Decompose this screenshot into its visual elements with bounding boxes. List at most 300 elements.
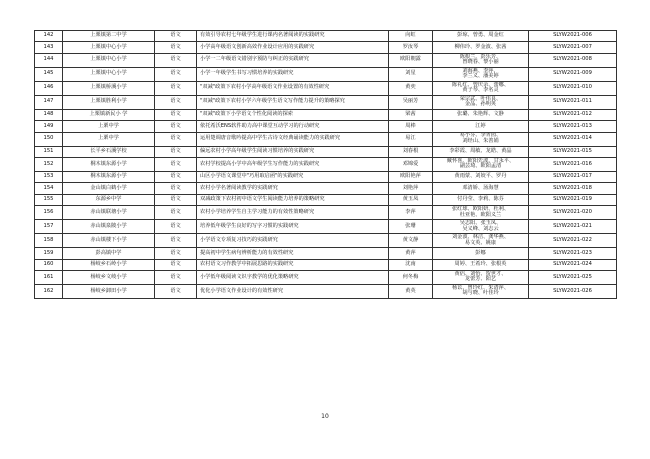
row-number-text: 159 xyxy=(43,249,54,256)
leader-cell xyxy=(389,259,433,270)
school-text: 上栗镇中心小学 xyxy=(90,70,127,77)
school-text: 上栗镇中心小学 xyxy=(90,56,127,63)
subject-text: 语文 xyxy=(170,111,181,118)
subject-cell xyxy=(155,183,197,194)
members-cell xyxy=(433,270,529,284)
project-code-cell xyxy=(529,81,617,95)
project-code-text: SLYW2021-023 xyxy=(553,249,592,256)
project-title-cell xyxy=(197,234,389,248)
row-number-text: 161 xyxy=(43,273,54,280)
school-cell xyxy=(63,42,155,53)
members-cell xyxy=(433,121,529,132)
leader-cell xyxy=(389,194,433,205)
school-cell xyxy=(63,81,155,95)
subject-text: 语文 xyxy=(170,70,181,77)
table-row xyxy=(35,248,617,259)
leader-text: 周棒 xyxy=(405,122,416,129)
members-text: 张红球、欧阳妍、杜利、 杜亚艳、欧阳义兰 xyxy=(451,206,510,218)
school-text: 上栗镇第二中学 xyxy=(90,32,127,39)
table-row xyxy=(35,284,617,298)
row-number-text: 145 xyxy=(43,70,54,77)
project-title-text: "双减"政策下农村小学高年级语文作业设置的有效性研究 xyxy=(200,84,330,91)
school-cell xyxy=(63,67,155,81)
project-code-text: SLYW2021-020 xyxy=(553,208,592,215)
school-text: 赤山镇联塘小学 xyxy=(90,208,127,215)
leader-text: 沈南 xyxy=(405,260,416,267)
project-title-text: "双减"政策下农村小学六年级学生语文写作能力提升的策略探究 xyxy=(200,98,345,105)
subject-text: 语文 xyxy=(170,208,181,215)
row-number-text: 157 xyxy=(43,222,54,229)
members-text: 柳伟玲、罗金波、张茜 xyxy=(454,43,507,50)
school-text: 杨岐乡卸田小学 xyxy=(90,287,127,294)
school-cell xyxy=(63,183,155,194)
table-row xyxy=(35,171,617,182)
row-number-text: 160 xyxy=(43,260,54,267)
table-row xyxy=(35,146,617,157)
row-number-cell xyxy=(35,67,63,81)
subject-cell xyxy=(155,42,197,53)
table-row xyxy=(35,53,617,67)
school-text: 上栗镇桥溪小学 xyxy=(90,84,127,91)
members-text: 吴志阳、张玉凤、 吴义峰、刘志云 xyxy=(459,220,502,232)
school-cell xyxy=(63,109,155,120)
school-text: 彭高镇中学 xyxy=(95,249,122,256)
leader-cell xyxy=(389,81,433,95)
subject-text: 语文 xyxy=(170,135,181,142)
members-text: 戴怀喜、欧阳先波、甘永平、 副芸琦、欧阳孟清 xyxy=(446,157,515,170)
leader-text: 黄英 xyxy=(405,287,416,294)
subject-text: 语文 xyxy=(170,43,181,50)
school-cell xyxy=(63,234,155,248)
project-title-cell xyxy=(197,121,389,132)
members-text: 付丹莹、李莉、陈芬 xyxy=(457,196,504,203)
subject-text: 语文 xyxy=(170,160,181,167)
subject-cell xyxy=(155,31,197,42)
subject-cell xyxy=(155,109,197,120)
members-cell xyxy=(433,109,529,120)
table-row xyxy=(35,270,617,284)
row-number-cell xyxy=(35,132,63,146)
table-row xyxy=(35,121,617,132)
row-number-cell xyxy=(35,194,63,205)
school-text: 桐木镇东源小学 xyxy=(90,160,127,167)
leader-text: 刘艳萍 xyxy=(402,184,419,191)
members-text: 陈根兰、彭乐芳、 曾晓春、黎小丽 xyxy=(459,53,502,66)
project-title-text: 农村小学培养学生自主学习能力的有效性策略研究 xyxy=(200,208,315,215)
members-text: 彭娜 xyxy=(475,249,486,256)
project-title-cell xyxy=(197,31,389,42)
subject-cell xyxy=(155,206,197,220)
project-title-cell xyxy=(197,95,389,109)
leader-cell xyxy=(389,171,433,182)
school-cell xyxy=(63,146,155,157)
table-row xyxy=(35,157,617,171)
project-code-cell xyxy=(529,234,617,248)
members-cell xyxy=(433,81,529,95)
project-code-cell xyxy=(529,183,617,194)
members-text: 江婷 xyxy=(475,122,486,129)
row-number-text: 162 xyxy=(43,287,54,294)
subject-text: 语文 xyxy=(170,56,181,63)
project-title-text: 优化小学语文作业设计的有效性研究 xyxy=(200,287,284,294)
leader-text: 何冬梅 xyxy=(402,273,419,280)
project-title-text: 双减政策下农村初中语文学生阅读能力培养的策略研究 xyxy=(200,196,325,203)
leader-text: 张珊 xyxy=(405,222,416,229)
project-code-text: SLYW2021-011 xyxy=(553,98,592,105)
members-cell xyxy=(433,206,529,220)
row-number-text: 146 xyxy=(43,84,54,91)
project-title-text: 农村小学名著阅读教学的实践研究 xyxy=(200,184,278,191)
members-text: 易小芬、李菁园、 刘经山、朱善娟 xyxy=(459,132,502,145)
project-code-cell xyxy=(529,171,617,182)
members-text: 刘金波、林洁、龚华燕、 易文英、姚康 xyxy=(451,234,510,246)
members-text: 邓清娇、汤海慧 xyxy=(462,184,499,191)
project-code-cell xyxy=(529,157,617,171)
project-table xyxy=(34,30,617,299)
row-number-text: 148 xyxy=(43,111,54,118)
members-cell xyxy=(433,220,529,234)
table-row xyxy=(35,194,617,205)
project-code-text: SLYW2021-022 xyxy=(553,236,592,243)
subject-cell xyxy=(155,171,197,182)
project-table-container xyxy=(34,30,616,299)
table-body xyxy=(35,31,617,299)
members-text: 刘海燕、李萍、 李兰义、潘美婷 xyxy=(462,67,499,80)
table-row xyxy=(35,259,617,270)
leader-cell xyxy=(389,248,433,259)
subject-cell xyxy=(155,146,197,157)
subject-cell xyxy=(155,248,197,259)
school-text: 上栗中学 xyxy=(98,135,119,142)
school-text: 桐木镇东源小学 xyxy=(90,173,127,180)
row-number-text: 150 xyxy=(43,135,54,142)
leader-text: 欧阳朝露 xyxy=(400,56,421,63)
subject-cell xyxy=(155,234,197,248)
project-title-text: "双减"政策下小学语文个性化阅读的探索 xyxy=(200,111,293,118)
project-title-cell xyxy=(197,270,389,284)
row-number-text: 153 xyxy=(43,173,54,180)
members-cell xyxy=(433,284,529,298)
leader-text: 黄萍 xyxy=(405,249,416,256)
subject-cell xyxy=(155,259,197,270)
project-code-text: SLYW2021-019 xyxy=(553,196,592,203)
project-title-text: 培养低年级学生良好的写字习惯的实践研究 xyxy=(200,222,299,229)
leader-cell xyxy=(389,270,433,284)
row-number-cell xyxy=(35,171,63,182)
project-code-cell xyxy=(529,206,617,220)
school-cell xyxy=(63,206,155,220)
project-code-cell xyxy=(529,121,617,132)
project-code-text: SLYW2021-013 xyxy=(553,122,592,129)
project-title-cell xyxy=(197,220,389,234)
leader-text: 向虹 xyxy=(405,32,416,39)
row-number-cell xyxy=(35,234,63,248)
project-title-cell xyxy=(197,284,389,298)
project-title-cell xyxy=(197,194,389,205)
project-code-cell xyxy=(529,95,617,109)
subject-text: 语文 xyxy=(170,196,181,203)
leader-cell xyxy=(389,220,433,234)
project-title-cell xyxy=(197,259,389,270)
subject-text: 语文 xyxy=(170,249,181,256)
table-row xyxy=(35,95,617,109)
row-number-cell xyxy=(35,183,63,194)
project-code-text: SLYW2021-009 xyxy=(553,70,592,77)
project-code-cell xyxy=(529,259,617,270)
subject-cell xyxy=(155,220,197,234)
members-cell xyxy=(433,132,529,146)
project-title-text: 有效引导农村七年级学生进行课内名著阅读的实践研究 xyxy=(200,32,325,39)
members-cell xyxy=(433,248,529,259)
project-code-cell xyxy=(529,194,617,205)
leader-cell xyxy=(389,146,433,157)
subject-text: 语文 xyxy=(170,236,181,243)
school-text: 金山镇白鹤小学 xyxy=(90,184,127,191)
row-number-cell xyxy=(35,220,63,234)
row-number-text: 154 xyxy=(43,184,54,191)
table-row xyxy=(35,109,617,120)
project-title-text: 小学语文专项复习技巧的实践研究 xyxy=(200,236,278,243)
school-cell xyxy=(63,220,155,234)
leader-cell xyxy=(389,31,433,42)
school-cell xyxy=(63,132,155,146)
row-number-cell xyxy=(35,157,63,171)
project-title-cell xyxy=(197,248,389,259)
leader-cell xyxy=(389,132,433,146)
members-cell xyxy=(433,53,529,67)
school-cell xyxy=(63,53,155,67)
leader-text: 邓锦爱 xyxy=(402,160,419,167)
project-title-text: 依托希沃ENS软件助力高中课堂互动学习的行动研究 xyxy=(200,122,320,129)
project-code-text: SLYW2021-012 xyxy=(553,111,592,118)
project-code-text: SLYW2021-024 xyxy=(553,260,592,267)
leader-cell xyxy=(389,95,433,109)
table-row xyxy=(35,81,617,95)
project-title-text: 小学一年级学生书写习惯培养的实践研究 xyxy=(200,70,294,77)
project-title-text: 小学一二年级语文错别字预防与纠正的实践研究 xyxy=(200,56,309,63)
project-code-text: SLYW2021-026 xyxy=(553,287,592,294)
project-title-text: 运用楚调唐音歌吟提高中学生古诗文经典诵读能力的实践研究 xyxy=(200,135,341,142)
project-title-cell xyxy=(197,132,389,146)
project-title-cell xyxy=(197,53,389,67)
row-number-text: 158 xyxy=(43,236,54,243)
members-cell xyxy=(433,157,529,171)
members-cell xyxy=(433,42,529,53)
project-code-cell xyxy=(529,67,617,81)
leader-text: 梁茜 xyxy=(405,111,416,118)
subject-text: 语文 xyxy=(170,184,181,191)
table-row xyxy=(35,234,617,248)
leader-text: 吴丽芳 xyxy=(402,98,419,105)
table-row xyxy=(35,42,617,53)
subject-cell xyxy=(155,95,197,109)
project-code-text: SLYW2021-018 xyxy=(553,184,592,191)
subject-cell xyxy=(155,132,197,146)
row-number-cell xyxy=(35,270,63,284)
row-number-cell xyxy=(35,42,63,53)
members-cell xyxy=(433,67,529,81)
leader-cell xyxy=(389,206,433,220)
row-number-text: 142 xyxy=(43,32,54,39)
project-title-text: 农村学校提高小学中高年级学生写作能力的实践研究 xyxy=(200,160,320,167)
school-text: 杨岐乡石岭小学 xyxy=(90,260,127,267)
row-number-cell xyxy=(35,259,63,270)
table-row xyxy=(35,206,617,220)
project-code-text: SLYW2021-010 xyxy=(553,84,592,91)
subject-cell xyxy=(155,284,197,298)
row-number-text: 155 xyxy=(43,196,54,203)
members-cell xyxy=(433,259,529,270)
subject-text: 语文 xyxy=(170,173,181,180)
row-number-cell xyxy=(35,248,63,259)
members-cell xyxy=(433,95,529,109)
members-cell xyxy=(433,183,529,194)
table-row xyxy=(35,220,617,234)
row-number-cell xyxy=(35,95,63,109)
subject-text: 语文 xyxy=(170,32,181,39)
table-row xyxy=(35,67,617,81)
project-title-cell xyxy=(197,67,389,81)
leader-cell xyxy=(389,284,433,298)
project-code-text: SLYW2021-006 xyxy=(553,32,592,39)
leader-cell xyxy=(389,53,433,67)
school-text: 赤山镇楼下小学 xyxy=(90,236,127,243)
row-number-cell xyxy=(35,206,63,220)
project-title-cell xyxy=(197,157,389,171)
school-text: 赤山镇泉陂小学 xyxy=(90,222,127,229)
leader-cell xyxy=(389,157,433,171)
project-title-cell xyxy=(197,183,389,194)
subject-text: 语文 xyxy=(170,147,181,154)
row-number-text: 143 xyxy=(43,43,54,50)
project-code-cell xyxy=(529,31,617,42)
row-number-text: 144 xyxy=(43,56,54,63)
project-title-text: 小学高年级语文创新高效作业设计应用的实践研究 xyxy=(200,43,315,50)
members-text: 李彩霞、周敏、龙皓、黄晶 xyxy=(449,147,512,154)
subject-cell xyxy=(155,53,197,67)
row-number-cell xyxy=(35,121,63,132)
page-number: 10 xyxy=(321,413,329,420)
school-text: 上栗镇新民小 学 xyxy=(89,111,128,118)
project-code-text: SLYW2021-007 xyxy=(553,43,592,50)
school-cell xyxy=(63,121,155,132)
leader-cell xyxy=(389,234,433,248)
project-code-text: SLYW2021-015 xyxy=(553,147,592,154)
members-text: 杨苡、曾玲红、朱清萍、 胡与晓、叶佳玲 xyxy=(451,284,510,297)
subject-text: 语文 xyxy=(170,222,181,229)
row-number-cell xyxy=(35,146,63,157)
project-code-cell xyxy=(529,248,617,259)
project-code-cell xyxy=(529,109,617,120)
members-text: 张璐、朱艳辉、文静 xyxy=(457,111,504,118)
leader-cell xyxy=(389,42,433,53)
leader-text: 刘星 xyxy=(405,70,416,77)
table-row xyxy=(35,183,617,194)
subject-text: 语文 xyxy=(170,122,181,129)
school-cell xyxy=(63,270,155,284)
project-code-text: SLYW2021-016 xyxy=(553,160,592,167)
members-text: 荣宗武、叶伟良、 金晶、孙明英 xyxy=(459,95,502,108)
row-number-cell xyxy=(35,109,63,120)
school-text: 上栗镇中心小学 xyxy=(90,43,127,50)
row-number-text: 156 xyxy=(43,208,54,215)
school-text: 长平乡石溪学校 xyxy=(90,147,127,154)
leader-cell xyxy=(389,183,433,194)
project-code-cell xyxy=(529,42,617,53)
row-number-cell xyxy=(35,53,63,67)
table-row xyxy=(35,132,617,146)
leader-text: 黄奕 xyxy=(405,84,416,91)
project-title-cell xyxy=(197,42,389,53)
project-code-cell xyxy=(529,53,617,67)
members-text: 彭琼、曾勇、周金红 xyxy=(457,32,504,39)
members-text: 周婷、王希玲、张根英 xyxy=(454,260,507,267)
project-title-text: 小学低年级阅读文识字教学的优化策略研究 xyxy=(200,273,299,280)
school-cell xyxy=(63,95,155,109)
school-text: 东源乡中学 xyxy=(95,196,122,203)
subject-text: 语文 xyxy=(170,98,181,105)
project-title-cell xyxy=(197,171,389,182)
project-title-cell xyxy=(197,146,389,157)
project-title-cell xyxy=(197,206,389,220)
leader-cell xyxy=(389,109,433,120)
leader-text: 刘春根 xyxy=(402,147,419,154)
project-code-cell xyxy=(529,284,617,298)
leader-cell xyxy=(389,67,433,81)
project-code-cell xyxy=(529,132,617,146)
school-text: 上栗中学 xyxy=(98,122,119,129)
table-row xyxy=(35,31,617,42)
leader-text: 黄玉凤 xyxy=(402,196,419,203)
subject-text: 语文 xyxy=(170,260,181,267)
school-cell xyxy=(63,194,155,205)
school-cell xyxy=(63,259,155,270)
subject-cell xyxy=(155,270,197,284)
leader-text: 欧阳艳萍 xyxy=(400,173,421,180)
school-text: 上栗镇胜利小学 xyxy=(90,98,127,105)
members-cell xyxy=(433,194,529,205)
subject-cell xyxy=(155,81,197,95)
subject-cell xyxy=(155,194,197,205)
project-title-text: 提高初中学生病句辨析能力的有效性研究 xyxy=(200,249,294,256)
leader-text: 易江 xyxy=(405,135,416,142)
project-title-text: 山区小学语文课堂中"巧用取启函"的实践研究 xyxy=(200,173,304,180)
project-code-cell xyxy=(529,146,617,157)
subject-cell xyxy=(155,157,197,171)
project-code-text: SLYW2021-021 xyxy=(553,222,592,229)
school-cell xyxy=(63,248,155,259)
row-number-text: 152 xyxy=(43,160,54,167)
members-cell xyxy=(433,234,529,248)
project-code-text: SLYW2021-008 xyxy=(553,56,592,63)
row-number-text: 147 xyxy=(43,98,54,105)
members-cell xyxy=(433,146,529,157)
school-cell xyxy=(63,31,155,42)
project-title-cell xyxy=(197,81,389,95)
leader-text: 黄文静 xyxy=(402,236,419,243)
members-text: 陈礼红、曾庆余、蕾娜、 黄子琴、李名灵 xyxy=(451,81,510,94)
project-code-cell xyxy=(529,220,617,234)
leader-text: 罗汝琴 xyxy=(402,43,419,50)
project-code-text: SLYW2021-014 xyxy=(553,135,592,142)
project-code-cell xyxy=(529,270,617,284)
subject-text: 语文 xyxy=(170,273,181,280)
subject-text: 语文 xyxy=(170,84,181,91)
row-number-text: 149 xyxy=(43,122,54,129)
school-cell xyxy=(63,171,155,182)
row-number-text: 151 xyxy=(43,147,54,154)
school-cell xyxy=(63,157,155,171)
